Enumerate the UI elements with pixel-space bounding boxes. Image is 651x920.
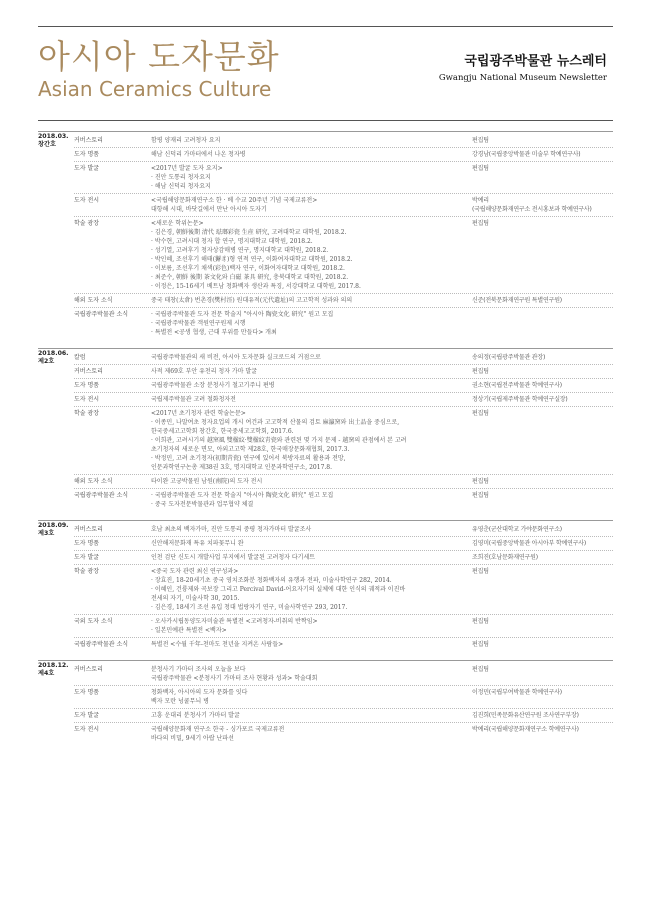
toc-row (74, 365, 613, 379)
toc-author (472, 395, 613, 404)
toc-author (472, 725, 613, 743)
toc-article-line: 인문과학연구논총 제38권 3호, 명지대학교 인문과학연구소, 2017.8. (151, 464, 333, 471)
toc-author (472, 539, 613, 548)
toc-row (74, 217, 613, 294)
toc-row (74, 194, 613, 217)
toc-articles (151, 367, 472, 376)
toc-author-line: 강경남(국립중앙박물관 미술부 학예연구사) (472, 151, 581, 158)
toc-articles (151, 164, 472, 191)
toc-article-line: 고흥 운대리 분청사기 가마터 발굴 (151, 712, 240, 719)
toc-row (74, 162, 613, 194)
newsletter-title-english: Asian Ceramics Culture (38, 77, 272, 101)
toc-article-line: · 특별전 <공생 협생, 근대 부위를 만들다> 개최 (151, 329, 277, 336)
toc-author (472, 164, 613, 191)
toc-article-line: 중국 태창(太倉) 번촌경(樊村涇) 원대유적(元代遺址)의 고고학적 성과와 의의 (151, 297, 353, 304)
issue-date: 2018.09. (38, 522, 69, 529)
toc-article-line: · 오사카시립동양도자미술관 특별전 <고려청자-비취의 반짝임> (151, 618, 318, 625)
toc-row (74, 475, 613, 489)
toc-articles (151, 567, 472, 612)
toc-author-line: 이정민(국립부여박물관 학예연구사) (472, 689, 562, 696)
toc-author-line: 신준(전북문화재연구원 특별연구원) (472, 297, 562, 304)
toc-article-line: 인천 검단 신도시 개발사업 부지에서 발굴된 고려청자 다기세트 (151, 554, 316, 561)
issue-label (38, 350, 72, 366)
toc-article-line: · 이정은, 15-16세기 베트남 청화백자 생산과 특징, 서강대학교 대학원, 2017.8. (151, 283, 361, 290)
toc-article-line: · 국립광주박물관 도자 전문 학술지 "아시아 陶瓷文化 研究" 원고 모집 (151, 492, 334, 499)
toc-article-line: · 일본민예관 특별전 <백자> (151, 627, 227, 634)
toc-article-line: 국립광주박물관의 새 비전, 아시아 도자문화 실크로드의 거점으로 (151, 354, 321, 361)
toc-article-line: · 국립광주박물관 도자 전문 학술지 "아시아 陶瓷文化 研究" 원고 모집 (151, 311, 334, 318)
header-rule (38, 120, 613, 121)
top-rule (38, 26, 613, 27)
toc-article-line: 신안해저문화재 특유 치파꽃무니 완 (151, 540, 244, 547)
toc-article-line: 한국중세고고학회 창간호, 한국중세고고학회, 2017.6. (151, 428, 294, 435)
toc-article-line: 분청사기 가마터 조사의 오늘을 보다 (151, 666, 246, 673)
toc-row (74, 709, 613, 723)
toc-row (74, 537, 613, 551)
issue-number: 제4호 (38, 670, 55, 677)
toc-category: 도자 명품 (74, 382, 100, 389)
toc-author (472, 477, 613, 486)
toc-articles (151, 310, 472, 337)
toc-category: 학술 광장 (74, 220, 100, 227)
toc-author (472, 640, 613, 649)
toc-author-line: (국립해양문화재연구소 전시홍보과 학예연구사) (472, 206, 592, 213)
toc-articles (151, 553, 472, 562)
toc-article-line: 함평 양재리 고려청자 요지 (151, 137, 221, 144)
toc-row (74, 134, 613, 148)
issue-label (38, 522, 72, 538)
toc-category: 커버스토리 (74, 368, 103, 375)
toc-author-line: 편집팀 (472, 666, 489, 673)
toc-category: 도자 발굴 (74, 554, 100, 561)
toc-row (74, 663, 613, 686)
toc-category: 해외 도자 소식 (74, 478, 113, 485)
toc-category: 도자 명품 (74, 540, 100, 547)
toc-author (472, 196, 613, 214)
toc-article-line: · 진안 도통리 청자요지 (151, 174, 211, 181)
issue-divider (38, 131, 613, 132)
toc-category: 도자 발굴 (74, 165, 100, 172)
toc-articles (151, 296, 472, 305)
toc-articles (151, 136, 472, 145)
toc-category: 도자 전시 (74, 396, 100, 403)
museum-name-korean: 국립광주박물관 뉴스레터 (464, 54, 607, 69)
toc-articles (151, 688, 472, 706)
toc-article-line: 초기청자의 새로운 면모, 아외고고학 제28호, 한국매장문화재협회, 2017.3. (151, 446, 350, 453)
issue-block (38, 660, 613, 751)
toc-articles (151, 196, 472, 214)
issue-date: 2018.12. (38, 662, 69, 669)
toc-row (74, 723, 613, 745)
toc-author (472, 136, 613, 145)
toc-articles (151, 711, 472, 720)
toc-author-line: 편집팀 (472, 410, 489, 417)
newsletter-title-korean: 아시아 도자문화 (38, 37, 280, 76)
toc-article-line: · 김은경, 18세기 조선 유입 청대 법랑자기 연구, 미술사학연구 293, 2017. (151, 604, 348, 611)
issue-date: 2018.03. (38, 133, 69, 140)
toc-articles (151, 525, 472, 534)
toc-row (74, 489, 613, 511)
toc-author (472, 310, 613, 337)
toc-article-line: 전세의 자기, 미술사학 30, 2015. (151, 595, 240, 602)
table-of-contents (38, 128, 613, 751)
toc-articles (151, 219, 472, 291)
toc-article-line: <2017년 초기청자 관련 학술논문> (151, 410, 246, 417)
toc-article-line: 국립광주박물관 소장 분청사기 철고기주니 편병 (151, 382, 275, 389)
toc-row (74, 351, 613, 365)
issue-number: 창간호 (38, 141, 56, 148)
toc-author (472, 353, 613, 362)
toc-articles (151, 477, 472, 486)
toc-article-line: · 이보름, 조선후기 채색(彩色)백자 연구, 이화여자대학교 대학원, 2018.2. (151, 265, 345, 272)
toc-author-line: 유영춘(군산대학교 가야문화연구소) (472, 526, 562, 533)
toc-author-line: 박예리(국립해양문화재연구소 학예연구사) (472, 726, 579, 733)
toc-article-line: 대항해 시대, 바닷길에서 만난 아시아 도자기 (151, 206, 267, 213)
toc-article-line: · 장효진, 18-20세기초 중국 영치조화분 청화백자의 유행과 전파, 미술사학연구 282, 2014. (151, 577, 392, 584)
toc-article-line: 국립해양문화재 연구소 한국 - 싱가포르 국제교류전 (151, 726, 285, 733)
toc-articles (151, 725, 472, 743)
toc-category: 도자 발굴 (74, 712, 100, 719)
issue-label (38, 662, 72, 678)
toc-articles (151, 539, 472, 548)
toc-author (472, 219, 613, 291)
toc-row (74, 523, 613, 537)
toc-row (74, 148, 613, 162)
toc-article-line: 타이완 고궁박물원 남원(南院)의 도자 전시 (151, 478, 263, 485)
issue-divider (38, 660, 613, 661)
toc-category: 국립광주박물관 소식 (74, 492, 129, 499)
toc-author (472, 150, 613, 159)
toc-article-line: 해남 신덕리 가마터에서 나온 청자병 (151, 151, 246, 158)
toc-row (74, 379, 613, 393)
toc-article-line: <새로운 학위논문> (151, 220, 204, 227)
toc-row (74, 638, 613, 651)
toc-article-line: 국립제주박물관 고려 철화청자전 (151, 396, 236, 403)
toc-article-line: · 이혜인, 건륭제와 곡보장 그리고 Percival David-어요자기의 실체에 대한 인식의 궤적과 이진바 (151, 586, 406, 593)
toc-author-line: 박예리 (472, 197, 489, 204)
toc-author (472, 525, 613, 534)
toc-author-line: 편집팀 (472, 492, 489, 499)
toc-category: 칼럼 (74, 354, 86, 361)
toc-articles (151, 617, 472, 635)
toc-row (74, 393, 613, 407)
toc-article-line: · 중국 도자전문박물관과 업무협약 체결 (151, 501, 254, 508)
toc-article-line: · 이종민, 나말여초 청자요업의 개시 여건과 고고학적 산물의 검토 麻瀛窯와 出土品을 중심으로, (151, 419, 400, 426)
toc-article-line: · 박수현, 고려시대 청자 합 연구, 명지대학교 대학원, 2018.2. (151, 238, 313, 245)
toc-row (74, 407, 613, 475)
issue-divider (38, 348, 613, 349)
toc-author (472, 688, 613, 706)
toc-author (472, 367, 613, 376)
toc-category: 국외 도자 소식 (74, 618, 113, 625)
toc-article-line: · 최준수, 朝鮮 後期 茶文化와 白磁 茶具 研究, 충북대학교 대학원, 2018.2. (151, 274, 349, 281)
issue-label (38, 133, 72, 149)
toc-author-line: 권소현(국립전주박물관 학예연구사) (472, 382, 562, 389)
toc-row (74, 308, 613, 339)
toc-author-line: 편집팀 (472, 478, 489, 485)
toc-row (74, 615, 613, 638)
toc-category: 커버스토리 (74, 666, 103, 673)
toc-author (472, 491, 613, 509)
toc-author (472, 567, 613, 612)
toc-article-line: 특별전 <수월 千年-천마도 천년을 지켜온 사람들> (151, 641, 284, 648)
issue-block (38, 131, 613, 345)
toc-article-line: 청화백자, 아시아의 도자 문화를 잇다 (151, 689, 248, 696)
issue-block (38, 348, 613, 517)
toc-articles (151, 395, 472, 404)
toc-articles (151, 150, 472, 159)
toc-article-line: · 성기열, 고려후기 청자상감매병 연구, 명지대학교 대학원, 2018.2. (151, 247, 329, 254)
toc-article-line: 바다의 비밀, 9세기 아랍 난파선 (151, 735, 234, 742)
toc-article-line: 호남 최초의 백자가마, 진안 도통리 중평 청자가마터 발굴조사 (151, 526, 312, 533)
toc-author-line: 정상기(국립제주박물관 학예연구실장) (472, 396, 568, 403)
toc-article-line: 사적 제69호 부안 유천리 청자 가마 발굴 (151, 368, 258, 375)
toc-article-line: 국립광주박물관 <분청사기 가마터 조사 현황과 성과> 학술대회 (151, 675, 318, 682)
toc-author-line: 편집팀 (472, 368, 489, 375)
toc-category: 학술 광장 (74, 568, 100, 575)
toc-author (472, 381, 613, 390)
issue-number: 제2호 (38, 358, 55, 365)
toc-article-line: <중국 도자 관련 최신 연구성과> (151, 568, 239, 575)
toc-row (74, 551, 613, 565)
toc-author (472, 553, 613, 562)
toc-author (472, 711, 613, 720)
issue-divider (38, 520, 613, 521)
toc-article-line: · 박인혜, 조선후기 해태(獬豸)형 연적 연구, 이화여자대학교 대학원, 2018.2. (151, 256, 353, 263)
toc-article-line: · 박정민, 고려 초기청자(初期靑瓷) 연구에 있어서 북방자료의 활용과 전망, (151, 455, 346, 462)
toc-author (472, 409, 613, 472)
toc-articles (151, 491, 472, 509)
toc-category: 도자 명품 (74, 689, 100, 696)
toc-author-line: 편집팀 (472, 220, 489, 227)
toc-author-line: 편집팀 (472, 641, 489, 648)
toc-author-line: 조희진(호남문화재연구원) (472, 554, 538, 561)
issue-number: 제3호 (38, 530, 55, 537)
toc-category: 도자 전시 (74, 726, 100, 733)
toc-article-line: 백자 모란 넝쿨무늬 병 (151, 698, 209, 705)
museum-name-english: Gwangju National Museum Newsletter (438, 73, 607, 83)
toc-category: 학술 광장 (74, 410, 100, 417)
toc-articles (151, 353, 472, 362)
toc-author-line: 편집팀 (472, 165, 489, 172)
toc-article-line: · 해남 신덕리 청자요지 (151, 183, 211, 190)
toc-article-line: <2017년 발굴 도자 요지> (151, 165, 223, 172)
toc-author-line: 송의정(국립광주박물관 관장) (472, 354, 546, 361)
toc-article-line: · 이희관, 고려시기의 越窯風 雙楹紋·雙楹紋靑瓷와 관련된 몇 가지 문제 - 越窯의 관점에서 본 고려 (151, 437, 407, 444)
issue-date: 2018.06. (38, 350, 69, 357)
toc-author-line: 편집팀 (472, 618, 489, 625)
toc-articles (151, 381, 472, 390)
toc-article-line: · 국립광주박물관 객원연구원제 시행 (151, 320, 246, 327)
toc-category: 도자 명품 (74, 151, 100, 158)
toc-category: 도자 전시 (74, 197, 100, 204)
toc-author (472, 296, 613, 305)
toc-author (472, 617, 613, 635)
toc-category: 국립광주박물관 소식 (74, 641, 129, 648)
toc-category: 커버스토리 (74, 137, 103, 144)
toc-articles (151, 409, 472, 472)
toc-author-line: 편집팀 (472, 137, 489, 144)
toc-category: 커버스토리 (74, 526, 103, 533)
toc-articles (151, 665, 472, 683)
toc-row (74, 686, 613, 709)
toc-author-line: 김영미(국립중앙박물관 아시아부 학예연구사) (472, 540, 587, 547)
toc-article-line: · 김은경, 朝鮮後期 清代 琺瑯彩瓷 生産 研究, 고려대학교 대학원, 2018.2. (151, 229, 347, 236)
toc-row (74, 294, 613, 308)
toc-author-line: 김진희(민족문화유산연구원 조사연구부장) (472, 712, 579, 719)
toc-category: 국립광주박물관 소식 (74, 311, 129, 318)
toc-category: 해외 도자 소식 (74, 297, 113, 304)
issue-block (38, 520, 613, 657)
toc-article-line: <국립해양문화재연구소 한 · 베 수교 20주년 기념 국제교류전> (151, 197, 318, 204)
toc-articles (151, 640, 472, 649)
toc-author (472, 665, 613, 683)
toc-author-line: 편집팀 (472, 568, 489, 575)
toc-row (74, 565, 613, 615)
